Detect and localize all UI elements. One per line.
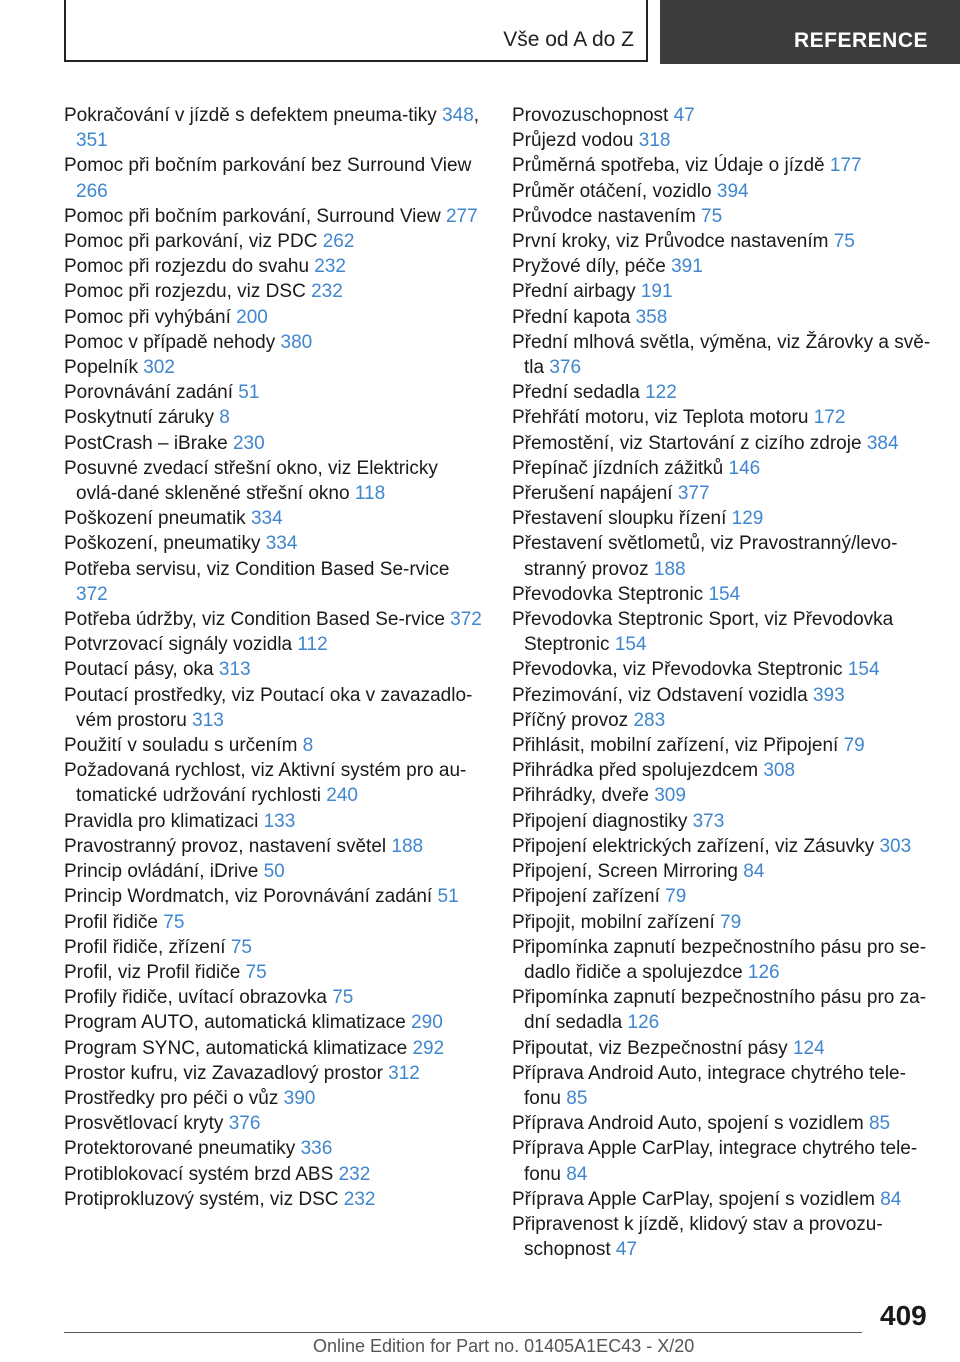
- index-entry: [512, 733, 932, 758]
- index-entry: [64, 431, 484, 456]
- index-entry-term: Poskytnutí záruky: [64, 407, 214, 429]
- index-entry-term: Poškození, pneumatiky: [64, 533, 261, 555]
- page-reference-link[interactable]: 8: [302, 735, 314, 757]
- index-entry: [512, 506, 932, 531]
- index-entry-term: Profil řidiče: [64, 911, 158, 933]
- page-header: [0, 0, 960, 66]
- index-column-right: [512, 103, 932, 1262]
- index-entry-term: Převodovka, viz Převodovka Steptronic: [512, 659, 843, 681]
- index-entry-term: Přezimování, viz Odstavení vozidla: [512, 684, 808, 706]
- index-entry-term: Profily řidiče, uvítací obrazovka: [64, 987, 327, 1009]
- index-entry-term: Poškození pneumatik: [64, 508, 246, 530]
- page-reference-link[interactable]: 309: [654, 785, 686, 807]
- index-entry: [64, 330, 484, 355]
- page-reference-link[interactable]: 75: [163, 911, 185, 933]
- index-entry: [512, 456, 932, 481]
- index-entry: [512, 607, 932, 657]
- index-entry: [512, 481, 932, 506]
- index-entry-term: Připomínka zapnutí bezpečnostního pásu pro se-dadlo řidiče a spolujezdce: [512, 936, 927, 983]
- page-reference-link[interactable]: 390: [283, 1087, 316, 1109]
- index-entry: [64, 153, 484, 203]
- page-reference-link[interactable]: 75: [332, 987, 354, 1009]
- index-entry: [64, 683, 484, 733]
- page-reference-link[interactable]: 240: [326, 785, 358, 807]
- index-entry: [512, 834, 932, 859]
- index-entry-term: Příprava Apple CarPlay, spojení s vozidlem: [512, 1188, 875, 1210]
- index-entry-term: Přední sedadla: [512, 382, 640, 404]
- page-reference-link[interactable]: 124: [792, 1037, 825, 1059]
- index-entry-term: Přihlásit, mobilní zařízení, viz Připojení: [512, 735, 839, 757]
- index-entry-term: Potřeba údržby, viz Condition Based Se-rvice: [64, 609, 445, 631]
- index-entry: [64, 758, 484, 808]
- page-reference-link[interactable]: 372: [76, 583, 108, 605]
- page-reference-link[interactable]: 8: [219, 407, 230, 429]
- page-reference-link[interactable]: 177: [829, 155, 862, 177]
- index-entry-term: Profil, viz Profil řidiče: [64, 961, 241, 983]
- page-reference-link[interactable]: 47: [673, 105, 695, 126]
- index-entry: [512, 279, 932, 304]
- index-entry-term: Protiprokluzový systém, viz DSC: [64, 1188, 339, 1210]
- index-entry-term: Posuvné zvedací střešní okno, viz Elektricky ovlá-dané skleněné střešní okno: [64, 457, 438, 505]
- page-reference-link[interactable]: 47: [615, 1239, 638, 1261]
- page-reference-link[interactable]: 75: [230, 936, 252, 958]
- index-entry-term: Přestavení sloupku řízení: [512, 508, 727, 530]
- index-entry: [512, 405, 932, 430]
- page-reference-link[interactable]: 84: [566, 1163, 588, 1185]
- index-entry: [64, 355, 484, 380]
- index-entry: [64, 380, 484, 405]
- index-entry: [64, 229, 484, 254]
- index-entry-term: Program AUTO, automatická klimatizace: [64, 1012, 406, 1034]
- index-entry-term: Přepínač jízdních zážitků: [512, 457, 724, 479]
- page-reference-link[interactable]: 266: [76, 180, 108, 202]
- index-entry: [64, 506, 484, 531]
- index-entry-term: Převodovka Steptronic Sport, viz Převodovka Steptronic: [512, 609, 894, 656]
- index-entry: [512, 531, 932, 581]
- page-reference-link[interactable]: 232: [314, 256, 346, 278]
- index-entry-term: PostCrash – iBrake: [64, 432, 228, 454]
- index-entry: [512, 1061, 932, 1111]
- index-entry-term: Pryžové díly, péče: [512, 256, 666, 278]
- index-entry-term: Příprava Apple CarPlay, integrace chytrého tele-fonu: [512, 1138, 918, 1185]
- index-entry-term: První kroky, viz Průvodce nastavením: [512, 231, 829, 253]
- index-entry-term: Profil řidiče, zřízení: [64, 936, 226, 958]
- page-reference-link[interactable]: 376: [549, 357, 582, 379]
- section-tab: [64, 0, 648, 62]
- index-entry: [512, 380, 932, 405]
- page-reference-link[interactable]: 318: [638, 130, 671, 152]
- page-reference-link[interactable]: 232: [338, 1163, 371, 1185]
- index-entry: [64, 405, 484, 430]
- page-reference-link[interactable]: 277: [445, 205, 478, 227]
- page-reference-link[interactable]: 50: [263, 861, 285, 883]
- index-entry-term: Přerušení napájení: [512, 483, 673, 505]
- page-reference-link[interactable]: 112: [297, 634, 328, 656]
- page-reference-link[interactable]: 191: [640, 281, 673, 303]
- index-entry: [512, 758, 932, 783]
- page-reference-link[interactable]: 146: [728, 457, 761, 479]
- page-reference-link[interactable]: 262: [322, 231, 355, 253]
- page-reference-link[interactable]: 75: [833, 231, 855, 253]
- index-entry: Pokračování v jízdě s defektem pneuma-tiky 348, 351: [64, 105, 480, 152]
- page-reference-link[interactable]: 302: [143, 357, 175, 379]
- index-entry: [512, 910, 932, 935]
- index-entry-term: Použití v souladu s určením: [64, 735, 298, 757]
- index-entry: [512, 783, 932, 808]
- index-entry: [64, 960, 484, 985]
- index-entry-term: Pomoc při bočním parkování bez Surround View: [64, 155, 472, 177]
- index-entry: [64, 1010, 484, 1035]
- page-reference-link[interactable]: 79: [665, 886, 687, 908]
- index-entry-term: Princip ovládání, iDrive: [64, 861, 259, 883]
- footer-text: Online Edition for Part no. 01405A1EC43 - X/20: [313, 1336, 695, 1356]
- page-reference-link[interactable]: 85: [868, 1113, 891, 1135]
- index-entry: [64, 1162, 484, 1187]
- index-entry: [512, 1212, 932, 1262]
- index-entry-term: Pravostranný provoz, nastavení světel: [64, 835, 387, 857]
- index-entry: [512, 582, 932, 607]
- page-reference-link[interactable]: 336: [300, 1138, 333, 1160]
- page-reference-link[interactable]: 84: [880, 1188, 902, 1210]
- page-reference-link[interactable]: 377: [677, 483, 710, 505]
- page-reference-link[interactable]: 372: [450, 609, 482, 631]
- page-reference-link[interactable]: 126: [747, 961, 780, 983]
- index-entry: [64, 884, 484, 909]
- page-reference-link[interactable]: 391: [671, 256, 703, 278]
- page-reference-link[interactable]: 232: [343, 1188, 376, 1210]
- page-reference-link[interactable]: 380: [280, 331, 313, 353]
- page-reference-link[interactable]: 230: [232, 432, 265, 454]
- page-reference-link[interactable]: 334: [265, 533, 298, 555]
- page-reference-link[interactable]: 303: [879, 835, 912, 857]
- index-entry-term: Popelník: [64, 357, 138, 379]
- index-entry: [512, 431, 932, 456]
- page-reference-link[interactable]: 292: [412, 1037, 445, 1059]
- page-reference-link[interactable]: 384: [866, 432, 899, 454]
- index-entry: [64, 809, 484, 834]
- index-entry: [64, 632, 484, 657]
- index-entry: [64, 531, 484, 556]
- index-entry-term: Přestavení světlometů, viz Pravostranný/levo-stranný provoz: [512, 533, 898, 580]
- index-entry: [64, 1111, 484, 1136]
- index-entry: [512, 1111, 932, 1136]
- index-entry: [64, 733, 484, 758]
- page-reference-link[interactable]: 172: [813, 407, 846, 429]
- page-reference-link[interactable]: 373: [692, 810, 725, 832]
- index-entry: [64, 985, 484, 1010]
- page-reference-link[interactable]: 154: [708, 583, 741, 605]
- index-entry: [512, 1187, 932, 1212]
- index-entry: [64, 657, 484, 682]
- index-entry: [512, 153, 932, 178]
- index-entry-term: Příčný provoz: [512, 709, 629, 731]
- index-entry: [512, 204, 932, 229]
- index-entry-term: Porovnávání zadání: [64, 382, 234, 404]
- index-entry-term: Pomoc při rozjezdu, viz DSC: [64, 281, 306, 303]
- page-reference-link[interactable]: 79: [843, 735, 865, 757]
- page-reference-link[interactable]: 283: [633, 709, 666, 731]
- index-entry: [64, 254, 484, 279]
- index-entry-term: Pokračování v jízdě s defektem pneuma-tiky: [64, 105, 437, 126]
- reference-label: REFERENCE: [793, 29, 928, 52]
- index-entry: [512, 229, 932, 254]
- index-entry: [512, 985, 932, 1035]
- index-entry-term: Přední mlhová světla, výměna, viz Žárovky a svě-tla: [512, 331, 931, 379]
- page-reference-link[interactable]: 84: [743, 861, 765, 883]
- page-reference-link[interactable]: 129: [731, 508, 764, 530]
- page-reference-link[interactable]: 232: [311, 281, 343, 303]
- index-entry: [512, 884, 932, 909]
- index-entry-term: Připoutat, viz Bezpečnostní pásy: [512, 1037, 788, 1059]
- index-entry-term: Připojení elektrických zařízení, viz Zásuvky: [512, 835, 875, 857]
- index-entry: [512, 708, 932, 733]
- index-entry: [64, 204, 484, 229]
- index-entry: [512, 103, 932, 128]
- page-reference-link[interactable]: 348: [442, 105, 474, 126]
- index-entry: [64, 1061, 484, 1086]
- page-reference-link[interactable]: 79: [720, 911, 742, 933]
- page-reference-link[interactable]: 312: [388, 1062, 420, 1084]
- page-reference-link[interactable]: 75: [701, 205, 723, 227]
- index-entry: [64, 557, 484, 607]
- page-reference-link[interactable]: 51: [238, 382, 260, 404]
- index-entry: [512, 683, 932, 708]
- index-entry-term: Připojení zařízení: [512, 886, 660, 908]
- page-reference-link[interactable]: 358: [635, 306, 668, 328]
- page-reference-link[interactable]: 188: [391, 835, 424, 857]
- page-number: 409: [880, 1300, 927, 1331]
- index-entry-term: Převodovka Steptronic: [512, 583, 704, 605]
- index-entry-term: Pravidla pro klimatizaci: [64, 810, 259, 832]
- index-entry-term: Příprava Android Auto, spojení s vozidlem: [512, 1113, 864, 1135]
- index-entry: [64, 1187, 484, 1212]
- page-reference-link[interactable]: 188: [653, 558, 686, 580]
- index-entry: [512, 1136, 932, 1186]
- index-entry: [64, 305, 484, 330]
- index-entry-term: Přihrádka před spolujezdcem: [512, 760, 759, 782]
- page-reference-link[interactable]: 334: [250, 508, 283, 530]
- index-entry-term: Pomoc při bočním parkování, Surround View: [64, 205, 441, 227]
- index-entry-term: Protiblokovací systém brzd ABS: [64, 1163, 334, 1185]
- index-entry-term: Přemostění, viz Startování z cizího zdroje: [512, 432, 862, 454]
- index-entry-term: Přední airbagy: [512, 281, 636, 303]
- index-entry-term: Připravenost k jízdě, klidový stav a provozu-schopnost: [512, 1213, 883, 1261]
- index-entry: [512, 657, 932, 682]
- index-entry-term: Požadovaná rychlost, viz Aktivní systém pro au-tomatické udržování rychlosti: [64, 760, 467, 807]
- index-entry-term: Princip Wordmatch, viz Porovnávání zadání: [64, 886, 433, 908]
- index-entry: [64, 1036, 484, 1061]
- index-entry-term: Prostředky pro péči o vůz: [64, 1087, 279, 1109]
- index-entry-term: Pomoc při rozjezdu do svahu: [64, 256, 310, 278]
- index-entry-term: Potřeba servisu, viz Condition Based Se-rvice: [64, 558, 450, 580]
- footer-divider: [64, 1332, 862, 1333]
- index-entry: [64, 279, 484, 304]
- page-reference-link[interactable]: 154: [614, 634, 647, 656]
- index-entry-term: Připojení, Screen Mirroring: [512, 861, 738, 883]
- page-reference-link[interactable]: 394: [716, 180, 749, 202]
- index-entry-term: Poutací pásy, oka: [64, 659, 214, 681]
- page-reference-link[interactable]: 393: [812, 684, 845, 706]
- index-entry-term: Poutací prostředky, viz Poutací oka v zavazadlo-vém prostoru: [64, 684, 473, 731]
- index-entry-term: Průměr otáčení, vozidlo: [512, 180, 712, 202]
- page-reference-link[interactable]: 376: [228, 1113, 261, 1135]
- page-reference-link[interactable]: 313: [218, 659, 251, 681]
- index-entry: [512, 1036, 932, 1061]
- index-entry: [64, 456, 484, 506]
- index-entry: [512, 179, 932, 204]
- page-reference-link[interactable]: 126: [627, 1012, 660, 1034]
- index-entry: [512, 935, 932, 985]
- index-entry: [512, 305, 932, 330]
- index-entry-term: Pomoc při vyhýbání: [64, 306, 231, 328]
- index-entry: [512, 254, 932, 279]
- index-entry-term: Prosvětlovací kryty: [64, 1113, 224, 1135]
- index-entry: [64, 910, 484, 935]
- index-entry-term: Přihrádky, dveře: [512, 785, 649, 807]
- reference-tab: [660, 0, 960, 64]
- page-reference-link[interactable]: 313: [192, 709, 224, 731]
- page-reference-link[interactable]: 308: [763, 760, 796, 782]
- index-entry-term: Připomínka zapnutí bezpečnostního pásu pro za-dní sedadla: [512, 987, 927, 1034]
- page-reference-link[interactable]: 290: [411, 1012, 443, 1034]
- index-entry: [512, 859, 932, 884]
- index-entry-term: Připojit, mobilní zařízení: [512, 911, 715, 933]
- page-reference-link[interactable]: 85: [566, 1087, 588, 1109]
- page-reference-link[interactable]: 154: [847, 659, 880, 681]
- index-entry-term: Průjezd vodou: [512, 130, 634, 152]
- page-reference-link[interactable]: 118: [354, 483, 386, 505]
- index-entry-term: Přehřátí motoru, viz Teplota motoru: [512, 407, 809, 429]
- index-entry-term: Program SYNC, automatická klimatizace: [64, 1037, 408, 1059]
- page-reference-link[interactable]: 75: [245, 961, 267, 983]
- page-reference-link[interactable]: 122: [645, 382, 677, 404]
- index-entry: [512, 330, 932, 380]
- index-entry-term: Pomoc v případě nehody: [64, 331, 276, 353]
- section-title: Vše od A do Z: [503, 28, 634, 51]
- index-column-left: [64, 103, 484, 1212]
- page-reference-link[interactable]: 133: [263, 810, 296, 832]
- index-entry: [512, 128, 932, 153]
- page-reference-link[interactable]: 351: [76, 130, 108, 152]
- index-entry-term: Přední kapota: [512, 306, 631, 328]
- index-entry-term: Průvodce nastavením: [512, 205, 696, 227]
- index-entry: [64, 1136, 484, 1161]
- index-entry: [64, 935, 484, 960]
- index-entry-term: Protektorované pneumatiky: [64, 1138, 296, 1160]
- index-entry: [64, 607, 484, 632]
- index-entry: [64, 859, 484, 884]
- index-entry-term: Potvrzovací signály vozidla: [64, 634, 293, 656]
- index-entry-term: Pomoc při parkování, viz PDC: [64, 231, 318, 253]
- index-entry: [64, 1086, 484, 1111]
- page-reference-link[interactable]: 51: [437, 886, 459, 908]
- index-entry: [64, 834, 484, 859]
- index-entry-term: Prostor kufru, viz Zavazadlový prostor: [64, 1062, 383, 1084]
- index-entry-term: Průměrná spotřeba, viz Údaje o jízdě: [512, 155, 825, 177]
- index-entry: [512, 809, 932, 834]
- index-entry-term: Provozuschopnost: [512, 105, 669, 126]
- index-entry-term: Připojení diagnostiky: [512, 810, 688, 832]
- page-reference-link[interactable]: 200: [236, 306, 268, 328]
- index-entry-term: Příprava Android Auto, integrace chytrého tele-fonu: [512, 1062, 906, 1109]
